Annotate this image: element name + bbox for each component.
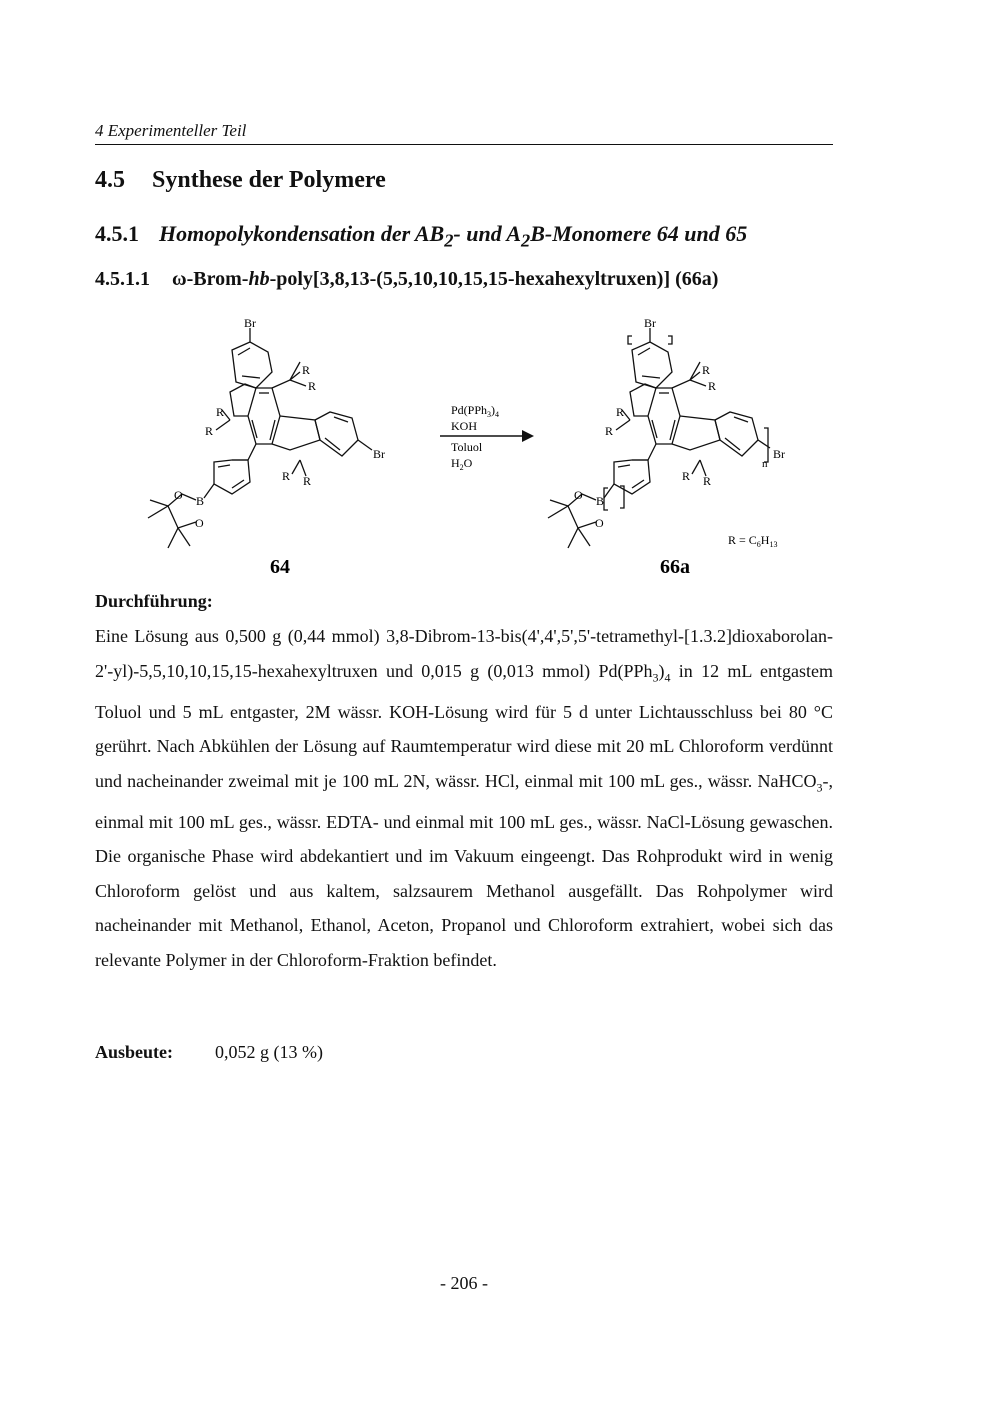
section-number: 4.5 <box>95 167 125 193</box>
boron-label: B <box>596 494 605 508</box>
section-title: Synthese der Polymere <box>152 167 386 193</box>
yield-label: Ausbeute: <box>95 1042 174 1062</box>
oxygen-label: O <box>595 516 604 530</box>
water-label: $H_2O$ <box>451 456 473 472</box>
oxygen-label: O <box>195 516 204 530</box>
r-label: R <box>605 424 614 438</box>
subsection-title-part-b: - und A <box>453 221 522 246</box>
reaction-scheme <box>95 305 833 590</box>
reaction-arrow <box>440 403 534 472</box>
r-label: R <box>708 379 717 393</box>
procedure-subscript: 3 <box>652 670 659 685</box>
polymer-structure <box>548 316 785 578</box>
r-label: R <box>303 474 312 488</box>
r-label: R <box>205 424 214 438</box>
oxygen-label: O <box>174 488 183 502</box>
bromine-label-top: Br <box>644 316 656 330</box>
section-heading <box>95 167 386 194</box>
subsection-title-subscript-1: 2 <box>444 230 454 251</box>
r-label: R <box>216 405 225 419</box>
bromine-label-right: Br <box>373 447 385 461</box>
monomer-structure <box>148 316 385 578</box>
subsection-title-part-a: Homopolykondensation der AB <box>159 221 445 246</box>
procedure-text-part-1: Eine Lösung aus 0,500 g (0,44 mmol) 3,8-Dibrom-13-bis(4',4',5',5'-tetramethyl-[1.3.2]dioxaborolan-2'-yl)-5,5,10,10,15,15-hexahexyltruxen und 0,015 g (0,013 mmol) Pd(PPh <box>95 626 833 681</box>
subsubsection-title-part-a: ω-Brom- <box>172 268 249 290</box>
r-label: R <box>308 379 317 393</box>
yield-line <box>95 1042 323 1063</box>
subsection-heading <box>95 221 747 251</box>
repeat-index: n <box>762 458 768 470</box>
subsubsection-title-part-b: -poly[3,8,13-(5,5,10,10,15,15-hexahexyltruxen)] (66a) <box>269 268 719 290</box>
page-number: - 206 - <box>440 1273 488 1293</box>
procedure-text-part-3: -, einmal mit 100 mL ges., wässr. EDTA- und einmal mit 100 mL ges., wässr. NaCl-Lösung gewaschen. Die organische Phase wird abdekantiert und im Vakuum eingeengt. Das Rohprodukt wird in wenig Chloroform gelöst und aus kaltem, salzsaurem Methanol ausgefällt. Das Rohpolymer wird nacheinander mit Methanol, Ethanol, Aceton, Propanol und Chloroform extrahiert, wobei sich das relevante Polymer in der Chloroform-Fraktion befindet. <box>95 770 833 970</box>
r-label: R <box>682 469 691 483</box>
running-header <box>95 118 833 145</box>
r-label: R <box>702 363 711 377</box>
oxygen-label: O <box>574 488 583 502</box>
subsection-number: 4.5.1 <box>95 221 139 246</box>
subsubsection-number: 4.5.1.1 <box>95 268 150 290</box>
procedure-subscript: 3 <box>816 780 823 795</box>
boron-label: B <box>196 494 205 508</box>
r-label: R <box>302 363 311 377</box>
catalyst-label: $Pd(PPh_3)_4$ <box>451 403 500 419</box>
subsubsection-title-italic: hb <box>248 268 270 290</box>
bromine-label-top: Br <box>244 316 256 330</box>
r-definition: $R = C_6H_{13}$ <box>728 533 778 549</box>
solvent-label: Toluol <box>451 440 483 454</box>
yield-value: 0,052 g (13 %) <box>215 1042 323 1062</box>
subsection-title-subscript-2: 2 <box>521 230 531 251</box>
procedure-subscript: 4 <box>664 670 671 685</box>
procedure-heading: Durchführung: <box>95 591 213 611</box>
procedure-text-part-2: in 12 mL entgastem Toluol und 5 mL entgaster, 2M wässr. KOH-Lösung wird für 5 d unter Lichtausschluss bei 80 °C gerührt. Nach Abkühlen der Lösung auf Raumtemperatur wird diese mit 20 mL Chloroform verdünnt und nacheinander zweimal mit je 100 mL 2N, wässr. HCl, einmal mit 100 mL ges., wässr. NaHCO <box>95 660 833 791</box>
subsection-title-part-c: B-Monomere 64 und 65 <box>530 221 748 246</box>
bromine-label-right: Br <box>773 447 785 461</box>
subsubsection-heading <box>95 268 718 291</box>
running-header-title: 4 Experimenteller Teil <box>95 121 247 140</box>
compound-label-66a: 66a <box>660 556 690 578</box>
r-label: R <box>703 474 712 488</box>
r-label: R <box>282 469 291 483</box>
compound-label-64: 64 <box>270 556 290 578</box>
procedure-text-paren: ) <box>658 660 665 681</box>
base-label: KOH <box>451 419 477 433</box>
r-label: R <box>616 405 625 419</box>
procedure-paragraph <box>95 619 833 977</box>
